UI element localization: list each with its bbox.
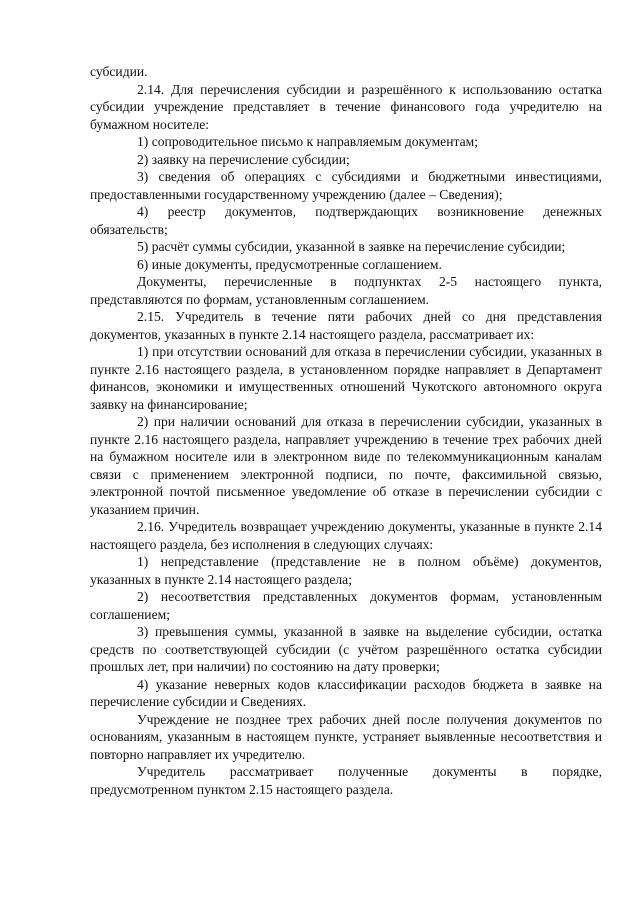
section-2-14-paragraph: 2.14. Для перечисления субсидии и разрешённого к использованию остатка субсидии учреждение представляет в течение финансового года учредителю на бумажном носителе:	[90, 81, 602, 132]
list-item: 4) реестр документов, подтверждающих возникновение денежных обязательств;	[90, 204, 602, 237]
list-item: 5) расчёт суммы субсидии, указанной в заявке на перечисление субсидии;	[137, 239, 566, 254]
paragraph: субсидии.	[90, 64, 148, 79]
list-item: 1) при отсутствии оснований для отказа в перечислении субсидии, указанных в пункте 2.16 настоящего раздела, в установленном порядке направляет в Департамент финансов, экономики и имущественных отношений Чукотского автономного округа заявку на финансирование;	[90, 344, 602, 412]
section-2-16-paragraph: 2.16. Учредитель возвращает учреждению документы, указанные в пункте 2.14 настоящего раздела, без исполнения в следующих случаях:	[90, 519, 602, 552]
list-item: 3) сведения об операциях с субсидиями и бюджетными инвестициями, предоставленными государственному учреждению (далее – Сведения);	[90, 169, 602, 202]
paragraph: Документы, перечисленные в подпунктах 2-5 настоящего пункта, представляются по формам, установленным соглашением.	[90, 274, 602, 307]
list-item: 3) превышения суммы, указанной в заявке на выделение субсидии, остатка средств по соответствующей субсидии (с учётом разрешённого остатка субсидии прошлых лет, при наличии) по состоянию на дату проверки;	[90, 624, 602, 674]
section-2-15-paragraph: 2.15. Учредитель в течение пяти рабочих дней со дня представления документов, указанных в пункте 2.14 настоящего раздела, рассматривает их:	[90, 309, 602, 342]
list-item: 2) при наличии оснований для отказа в перечислении субсидии, указанных в пункте 2.16 настоящего раздела, направляет учреждению в течение трех рабочих дней на бумажном носителе или в электронном виде по телекоммуникационным каналам связи с применением электронной подписи, по почте, факсимильной связью, электронной почтой письменное уведомление об отказе в перечислении субсидии с указанием причин.	[90, 414, 602, 517]
paragraph: Учреждение не позднее трех рабочих дней после получения документов по основаниям, указанным в настоящем пункте, устраняет выявленные несоответствия и повторно направляет их учредителю.	[90, 711, 602, 762]
list-item: 2) заявку на перечисление субсидии;	[137, 151, 350, 167]
list-item: 1) непредставление (представление не в полном объёме) документов, указанных в пункте 2.14 настоящего раздела;	[90, 554, 602, 587]
paragraph: Учредитель рассматривает полученные документы в порядке, предусмотренном пунктом 2.15 настоящего раздела.	[90, 764, 602, 797]
document-page	[90, 63, 602, 798]
list-item: 6) иные документы, предусмотренные соглашением.	[137, 256, 442, 272]
list-item: 1) сопроводительное письмо к направляемым документам;	[137, 134, 479, 149]
list-item: 2) несоответствия представленных документов формам, установленным соглашением;	[90, 589, 602, 622]
list-item: 4) указание неверных кодов классификации расходов бюджета в заявке на перечисление субсидии и Сведениях.	[90, 676, 602, 709]
